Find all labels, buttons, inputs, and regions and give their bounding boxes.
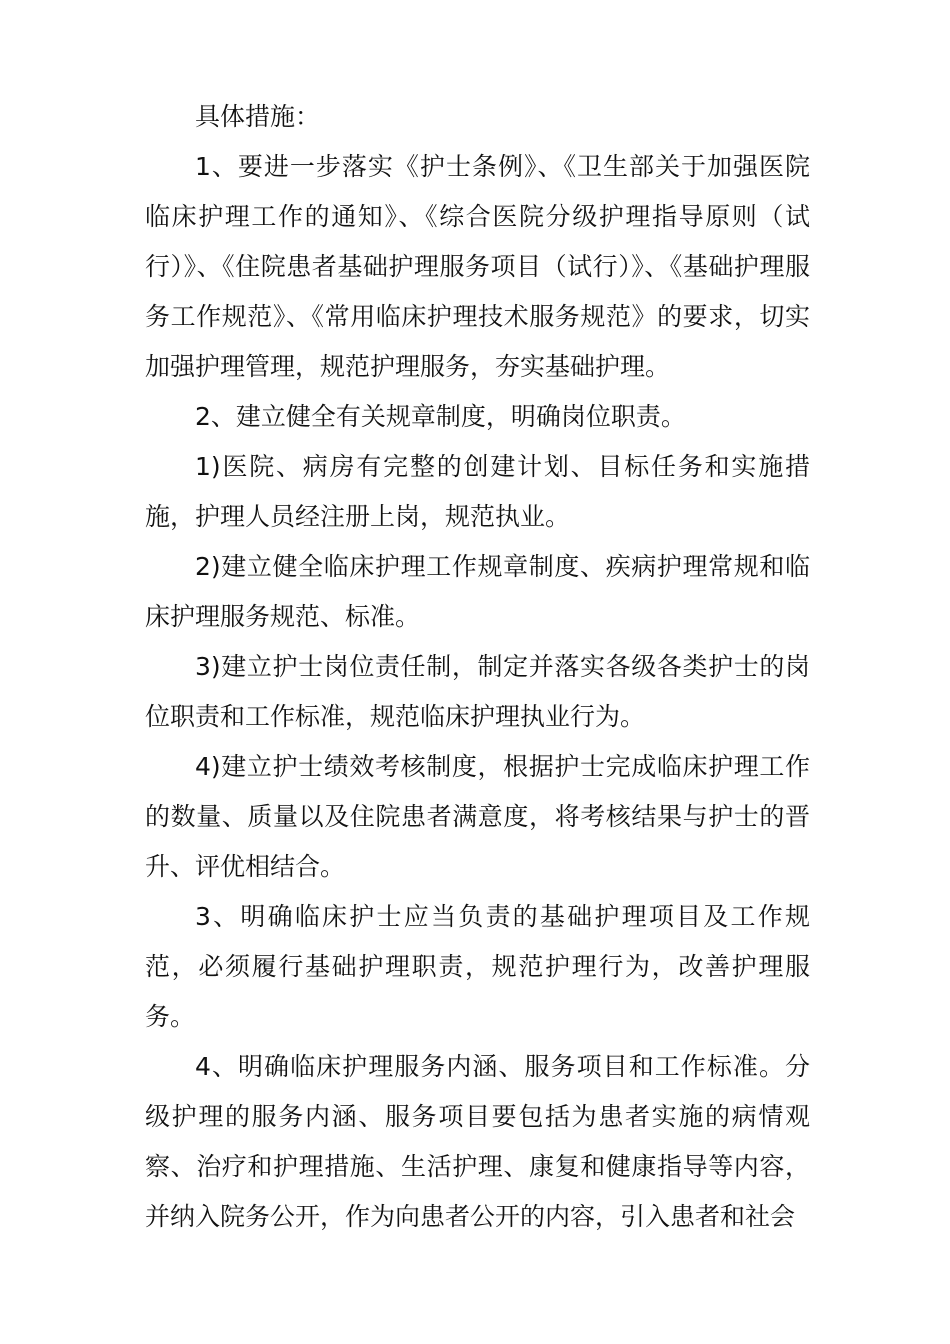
paragraph-subitem-1: 1)医院、病房有完整的创建计划、目标任务和实施措施，护理人员经注册上岗，规范执业。 <box>145 452 810 531</box>
paragraph-subitem-2: 2)建立健全临床护理工作规章制度、疾病护理常规和临床护理服务规范、标准。 <box>145 552 810 631</box>
paragraph-item-3: 3、明确临床护士应当负责的基础护理项目及工作规范，必须履行基础护理职责，规范护理行为，改善护理服务。 <box>145 902 810 1031</box>
paragraph-subitem-3: 3)建立护士岗位责任制，制定并落实各级各类护士的岗位职责和工作标准，规范临床护理执业行为。 <box>145 652 810 731</box>
paragraph-item-4: 4、明确临床护理服务内涵、服务项目和工作标准。分级护理的服务内涵、服务项目要包括为患者实施的病情观察、治疗和护理措施、生活护理、康复和健康指导等内容，并纳入院务公开，作为向患者公开的内容，引入患者和社会 <box>145 1052 810 1231</box>
document-page <box>145 92 810 1242</box>
section-heading: 具体措施： <box>195 102 321 131</box>
paragraph-item-2: 2、建立健全有关规章制度，明确岗位职责。 <box>195 402 686 431</box>
paragraph-item-1: 1、要进一步落实《护士条例》、《卫生部关于加强医院临床护理工作的通知》、《综合医院分级护理指导原则（试行）》、《住院患者基础护理服务项目（试行）》、《基础护理服务工作规范》、《常用临床护理技术服务规范》的要求，切实加强护理管理，规范护理服务，夯实基础护理。 <box>145 152 810 381</box>
paragraph-subitem-4: 4)建立护士绩效考核制度，根据护士完成临床护理工作的数量、质量以及住院患者满意度，将考核结果与护士的晋升、评优相结合。 <box>145 752 810 881</box>
